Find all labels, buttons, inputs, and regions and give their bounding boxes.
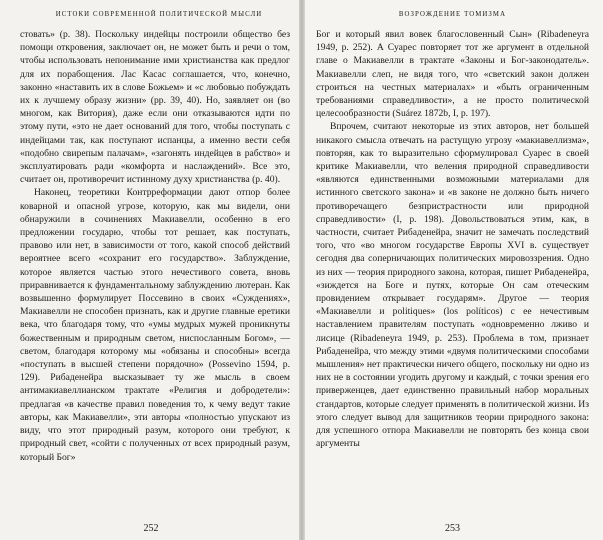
left-running-head: ИСТОКИ СОВРЕМЕННОЙ ПОЛИТИЧЕСКОЙ МЫСЛИ [55,11,263,18]
left-page-text [20,28,290,464]
left-paragraph-2: Наконец, теоретики Контрреформации дают отпор более коварной и опасной угрозе, которую, как мы видели, они обнаружили в сочинениях Макиавелли, особенно в его предложении государю, чтобы тот решает, как поступать, правово или нет, в зависимости от того, какой способ действий вероятнее всего «сохранит его государство». Заблуждение, которое является частью этого нечестивого совета, вновь приравнивается к фундаментальному заблуждению лютеран. Как возвышенно формулирует Поссевино в своих «Суждениях», Макиавелли не способен признать, как и другие главные еретики века, что благодаря тому, что «умы мудрых мужей проникнуты божественным и природным светом, ниспосланным Богом», — светом, благодаря которому мы «обязаны и способны» всегда «поступать в высшей степени порядочно» (Possevino 1594, p. 129). Рибаденейра высказывает ту же мысль в своем антимакиавеллианском трактате «Религия и добродетели»: предлагая «в качестве правил поведения то, к чему ведут такие авторы, как Макиавелли», эти авторы «полностью упускают из виду, что этот природный разум, которого они требуют, к природный свет, «сойти с полученных от всех природный разум, который Бог» [20,187,290,463]
right-page-text [316,28,589,451]
right-paragraph-2: Впрочем, считают некоторые из этих авторов, нет большей никакого смысла отвечать на растущую угрозу «макиавеллизма», повторяя, как то выразительно сформулировал Суарес в своей критике Макиавелли, что веления природной справедливости «являются единственными возможными материалами для истинного светского закона» и «в законе не должно быть ничего противоречащего безпристрастности или природной справедливости» (I, p. 198). Довольствоваться этим, как, в частности, считает Рибаденейра, значит не замечать последствий того, что «во многом государстве Европы XVI в. существует сегодня два соперничающих политических мировоззрения. Одно из них — теория природного закона, которая, пишет Рибаденейра, «зиждется на Боге и путях, которые Он сам отеческим провидением открывает государям». Другое — теория «Макиавелли и politiques» (los políticos) с ее нечестивым наставлением правителям поступать «одновременно лживо и лисице (Ribadeneyra 1949, p. 253). Проблема в том, признает Рибаденейра, что между этими «двумя политическими способами мышления» нет практически ничего общего, поскольку ни одно из них не в состоянии угодить другому и каждый, с точки зрения его приверженцев, дает единственно правильный набор моральных стандартов, которые следует применять в политической жизни. Из этого следует вывод для защитников теории природного закона: для успешного отпора Макиавелли не повторять без конца свои аргументы [316,121,589,450]
book-gutter [299,0,305,540]
left-page-number: 252 [143,523,159,534]
right-running-head: ВОЗРОЖДЕНИЕ ТОМИЗМА [398,11,507,18]
right-paragraph-1: Бог и который явил вовек благословенный Сын» (Ribadeneyra 1949, p. 252). А Суарес повторяет тот же аргумент в отдельной главе о Макиавелли в трактате «Законы и Бог-законодатель». Макиавелли слеп, не видя того, что «светский закон должен строиться на честных материалах» и «быть ограниченным требованиями справедливости», а не просто политической целесообразности (Suárez 1872b, I, p. 197). [316,29,589,120]
left-paragraph-1: стовать» (p. 38). Поскольку индейцы построили общество без помощи откровения, заключает он, не может быть и речи о том, чтобы использовать непонимание ими христианства как предлог для их порабощения. Лас Касас соглашается, что, конечно, законно «наставить их в слове Божьем» и «с любовью побуждать их к лучшему образу жизни» (pp. 39, 40). Но, заявляет он (во многом, как Витория), даже если они отказываются идти по этому пути, «это не дает оснований для того, чтобы поступать с индейцами так, как поступают испанцы, а именно вести себя «подобно свирепым палачам», «загонять индейцев в рабство» и эксплуатировать ради «комфорта и наслаждений». Все это, считает он, противоречит истинному духу христианства (p. 40). [20,29,290,186]
right-page-number: 253 [445,523,460,534]
right-page [302,0,603,540]
